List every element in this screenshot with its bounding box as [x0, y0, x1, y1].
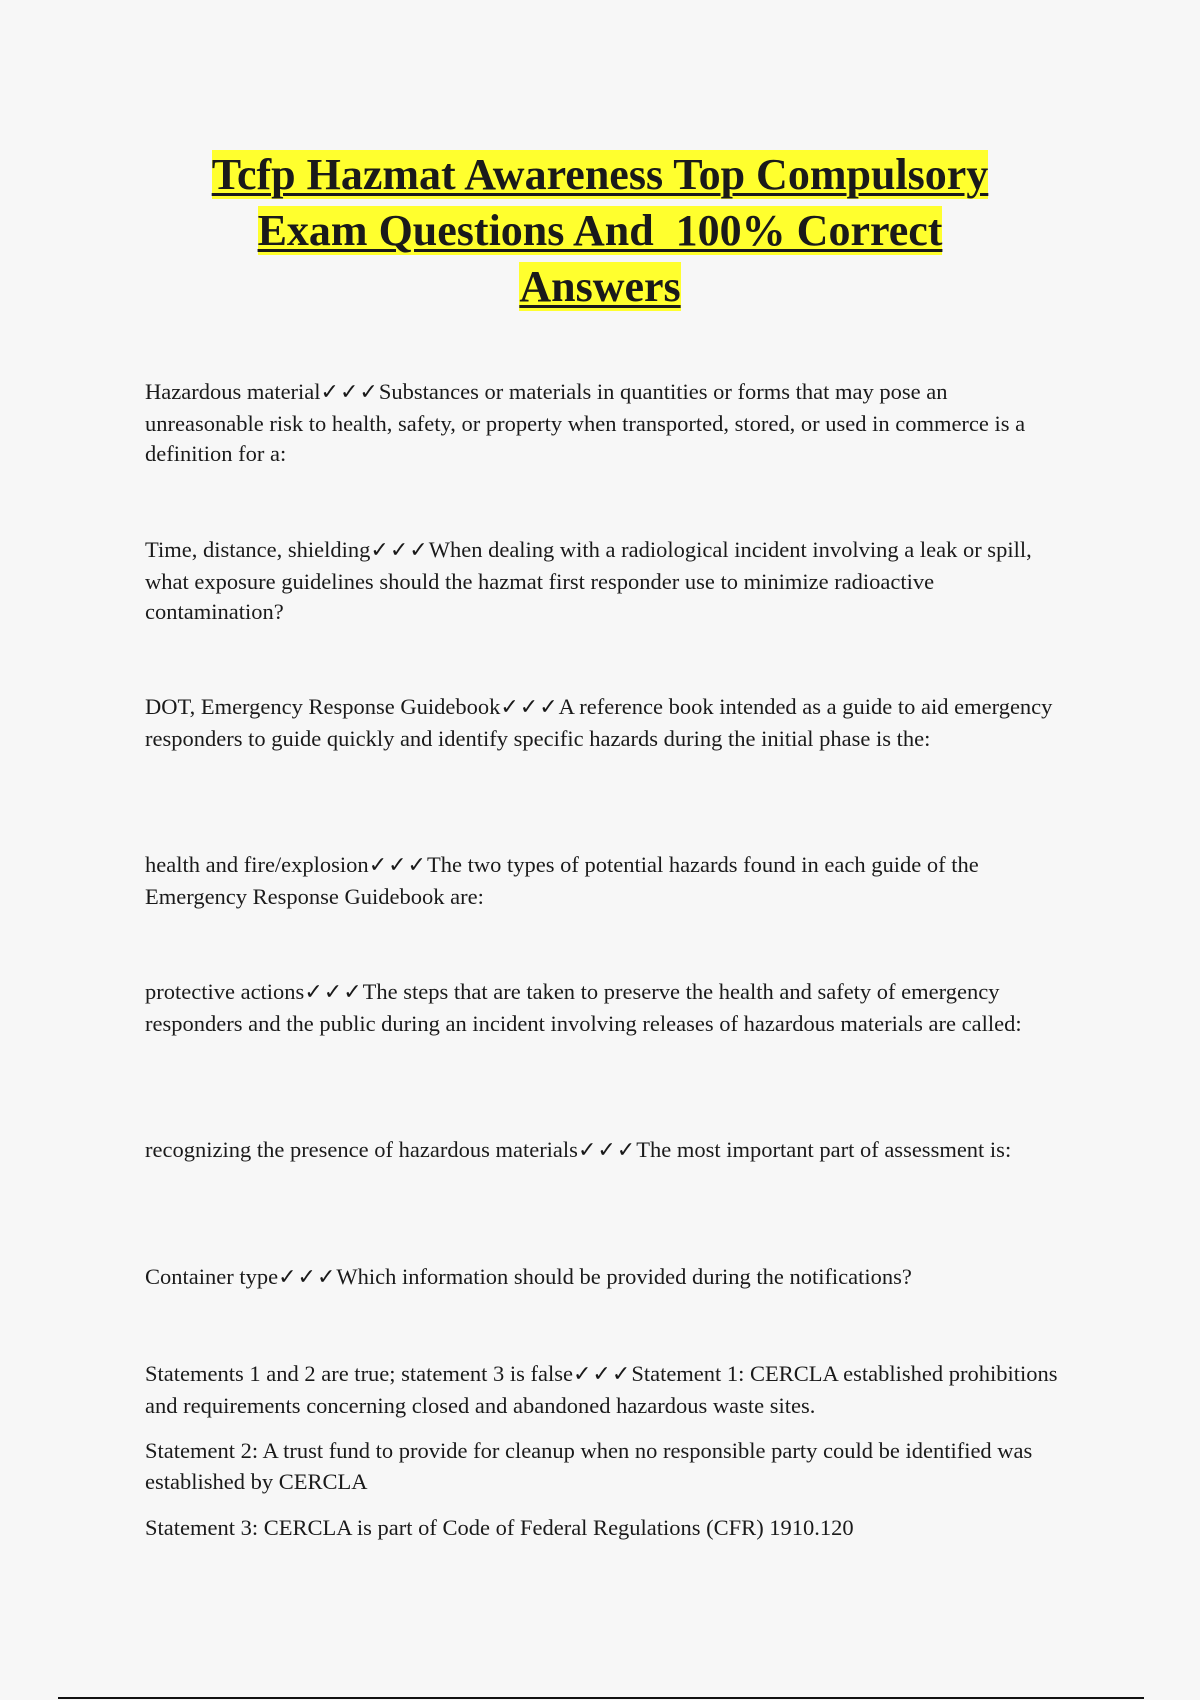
qa-item	[145, 377, 1065, 470]
statement-paragraph: Statement 2: A trust fund to provide for cleanup when no responsible party could be identified was established by CERCLA	[145, 1438, 1033, 1494]
title-line	[100, 259, 1100, 315]
check-marks-icon: ✓✓✓	[368, 853, 427, 878]
question-text: Statement 1: CERCLA established prohibitions and requirements concerning closed and abandoned hazardous waste sites.	[145, 1361, 1058, 1418]
qa-item	[145, 1262, 1065, 1294]
answer-text: protective actions	[145, 979, 305, 1004]
title-line-text: Tcfp Hazmat Awareness Top Compulsory	[211, 150, 989, 199]
question-text: Which information should be provided during the notifications?	[336, 1264, 912, 1289]
answer-text: Hazardous material	[145, 379, 321, 404]
question-text: Substances or materials in quantities or forms that may pose an unreasonable risk to health, safety, or property when transported, stored, or used in commerce is a definition for a:	[145, 379, 1026, 466]
check-marks-icon: ✓✓✓	[370, 538, 429, 563]
page-bottom-rule	[58, 1697, 1144, 1699]
qa-item	[145, 535, 1065, 628]
check-marks-icon: ✓✓✓	[278, 1265, 337, 1290]
question-text: When dealing with a radiological incident involving a leak or spill, what exposure guidelines should the hazmat first responder use to minimize radioactive contamination?	[145, 537, 1032, 624]
title-line	[100, 147, 1100, 203]
answer-text: Container type	[145, 1264, 279, 1289]
answer-text: Time, distance, shielding	[145, 537, 371, 562]
question-text: The two types of potential hazards found in each guide of the Emergency Response Guidebook are:	[145, 852, 979, 909]
check-marks-icon: ✓✓✓	[500, 695, 559, 720]
qa-item	[145, 692, 1065, 754]
question-text: The steps that are taken to preserve the health and safety of emergency responders and the public during an incident involving releases of hazardous materials are called:	[145, 979, 1022, 1036]
qa-item	[145, 850, 1065, 912]
document-title	[100, 147, 1100, 315]
title-line-text: Exam Questions And 100% Correct	[257, 206, 943, 255]
qa-item	[145, 977, 1065, 1039]
check-marks-icon: ✓✓✓	[304, 980, 363, 1005]
answer-text: DOT, Emergency Response Guidebook	[145, 694, 501, 719]
question-text: The most important part of assessment is:	[636, 1137, 1012, 1162]
check-marks-icon: ✓✓✓	[577, 1138, 637, 1163]
title-line	[100, 203, 1100, 259]
answer-text: recognizing the presence of hazardous materials	[145, 1137, 578, 1162]
question-text: A reference book intended as a guide to aid emergency responders to guide quickly and identify specific hazards during the initial phase is the:	[145, 694, 1053, 751]
statement-paragraph: Statement 3: CERCLA is part of Code of Federal Regulations (CFR) 1910.120	[145, 1515, 854, 1540]
answer-text: health and fire/explosion	[145, 852, 369, 877]
answer-text: Statements 1 and 2 are true; statement 3 is false	[145, 1361, 573, 1386]
qa-item	[145, 1135, 1065, 1167]
check-marks-icon: ✓✓✓	[320, 380, 379, 405]
qa-item	[145, 1359, 1065, 1421]
check-marks-icon: ✓✓✓	[573, 1362, 632, 1387]
title-line-text: Answers	[519, 262, 681, 311]
